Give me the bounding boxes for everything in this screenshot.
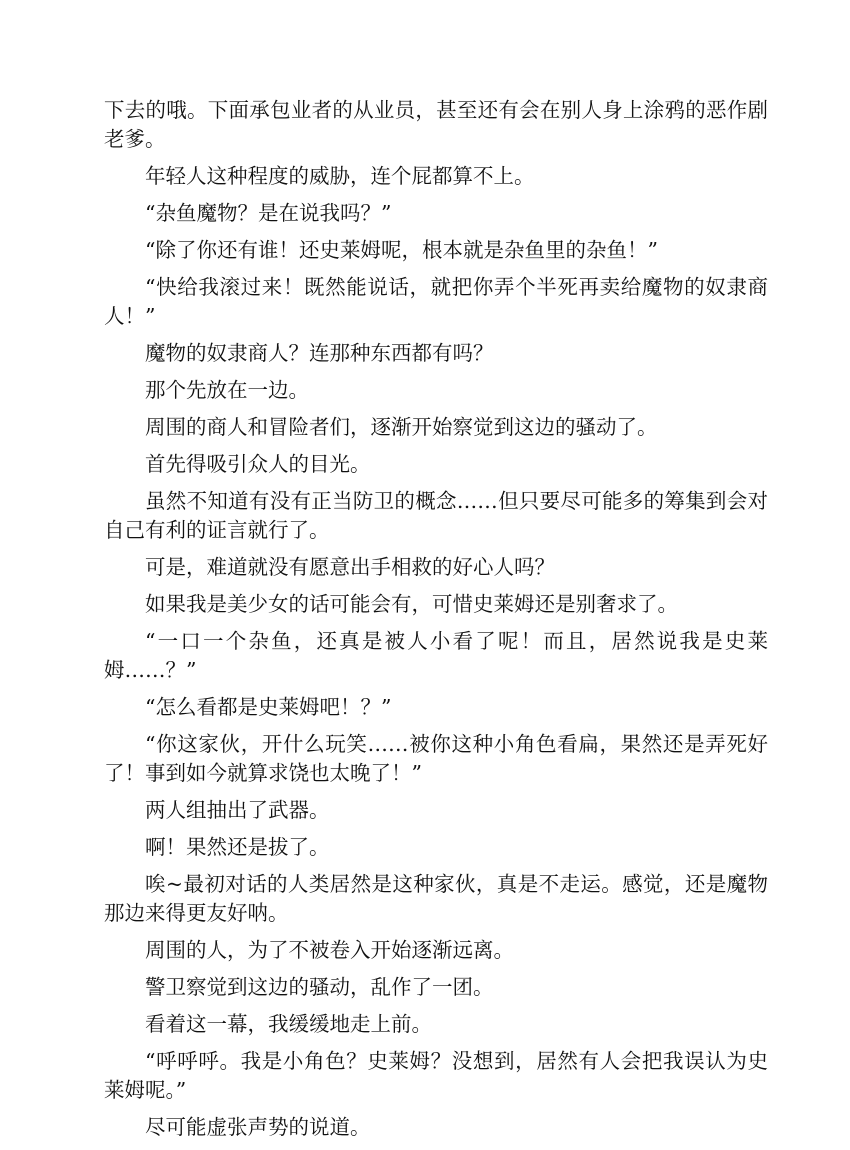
paragraph: 那个先放在一边。: [145, 378, 309, 402]
paragraph: 尽可能虚张声势的说道。: [145, 1115, 371, 1139]
paragraph: 首先得吸引众人的目光。: [145, 452, 371, 476]
paragraph: 唉~最初对话的人类居然是这种家伙，真是不走运。感觉，还是魔物那边来得更友好呐。: [104, 872, 768, 925]
paragraph: 可是，难道就没有愿意出手相救的好心人吗？: [145, 555, 555, 579]
dialogue-line: “除了你还有谁！还史莱姆呢，根本就是杂鱼里的杂鱼！”: [145, 238, 658, 262]
dialogue-line: “呼呼呼。我是小角色？史莱姆？没想到，居然有人会把我误认为史莱姆呢。”: [104, 1049, 768, 1102]
paragraph: 警卫察觉到这边的骚动，乱作了一团。: [145, 975, 494, 999]
paragraph: 魔物的奴隶商人？连那种东西都有吗？: [145, 341, 494, 365]
paragraph: 周围的人，为了不被卷入开始逐渐远离。: [145, 938, 514, 962]
paragraph-continued: 下去的哦。下面承包业者的从业员，甚至还有会在别人身上涂鸦的恶作剧老爹。: [104, 98, 768, 151]
paragraph: 如果我是美少女的话可能会有，可惜史莱姆还是别奢求了。: [145, 592, 678, 616]
paragraph: 看着这一幕，我缓缓地走上前。: [145, 1012, 432, 1036]
paragraph: 年轻人这种程度的威胁，连个屁都算不上。: [145, 164, 535, 188]
dialogue-line: “怎么看都是史莱姆吧！？”: [145, 695, 392, 719]
paragraph: 啊！果然还是拔了。: [145, 835, 330, 859]
paragraph: 虽然不知道有没有正当防卫的概念……但只要尽可能多的筹集到会对自己有利的证言就行了。: [104, 489, 768, 542]
novel-text-body: [104, 96, 768, 1150]
paragraph: 周围的商人和冒险者们，逐渐开始察觉到这边的骚动了。: [145, 415, 658, 439]
dialogue-line: “杂鱼魔物？是在说我吗？”: [145, 201, 392, 225]
paragraph: 两人组抽出了武器。: [145, 798, 330, 822]
dialogue-line: “快给我滚过来！既然能说话，就把你弄个半死再卖给魔物的奴隶商人！”: [104, 275, 768, 328]
dialogue-line: “你这家伙，开什么玩笑……被你这种小角色看扁，果然还是弄死好了！事到如今就算求饶也太晚了！”: [104, 732, 768, 785]
dialogue-line: “一口一个杂鱼，还真是被人小看了呢！而且，居然说我是史莱姆……？”: [104, 629, 768, 682]
